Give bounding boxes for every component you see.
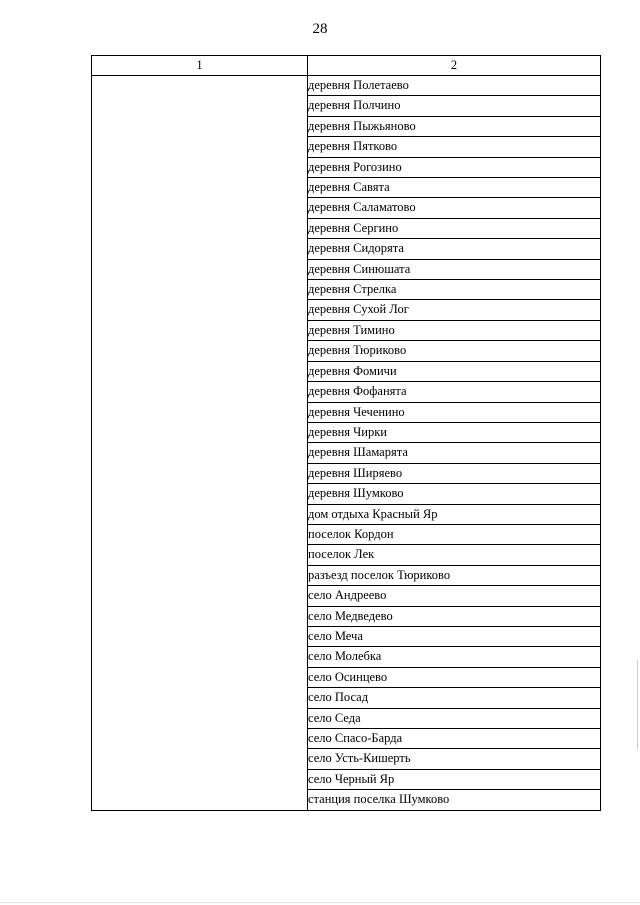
settlement-name-cell: село Медведево	[308, 606, 601, 626]
settlement-name-cell: деревня Пятково	[308, 137, 601, 157]
settlement-name-cell: село Седа	[308, 708, 601, 728]
settlement-name-cell: деревня Стрелка	[308, 280, 601, 300]
column-header-2: 2	[308, 56, 601, 76]
page-number: 28	[312, 21, 328, 37]
settlement-name-cell: дом отдыха Красный Яр	[308, 504, 601, 524]
column-1-cell	[92, 76, 308, 811]
settlement-name-cell: деревня Фомичи	[308, 361, 601, 381]
settlement-name-cell: разъезд поселок Тюриково	[308, 565, 601, 585]
settlement-name-cell: деревня Сидорята	[308, 239, 601, 259]
settlement-name-cell: село Андреево	[308, 586, 601, 606]
settlement-name-cell: деревня Полетаево	[308, 76, 601, 96]
settlement-name-cell: село Посад	[308, 688, 601, 708]
settlement-name-cell: село Меча	[308, 626, 601, 646]
settlement-name-cell: село Осинцево	[308, 667, 601, 687]
table-body	[92, 76, 601, 811]
settlement-name-cell: деревня Рогозино	[308, 157, 601, 177]
settlement-name-cell: деревня Шамарята	[308, 443, 601, 463]
settlement-name-cell: деревня Саламатово	[308, 198, 601, 218]
settlement-name-cell: деревня Чеченино	[308, 402, 601, 422]
settlements-table	[91, 55, 601, 811]
column-header-1: 1	[92, 56, 308, 76]
settlement-name-cell: деревня Тимино	[308, 320, 601, 340]
settlement-name-cell: деревня Полчино	[308, 96, 601, 116]
settlement-name-cell: село Спасо-Барда	[308, 729, 601, 749]
table-row	[92, 76, 601, 96]
settlement-name-cell: поселок Кордон	[308, 524, 601, 544]
settlement-name-cell: деревня Синюшата	[308, 259, 601, 279]
table-header-row	[92, 56, 601, 76]
settlement-name-cell: село Усть-Кишерть	[308, 749, 601, 769]
settlement-name-cell: деревня Сухой Лог	[308, 300, 601, 320]
settlement-name-cell: поселок Лек	[308, 545, 601, 565]
settlement-name-cell: деревня Пыжьяново	[308, 116, 601, 136]
settlement-name-cell: деревня Савята	[308, 178, 601, 198]
scan-edge-mark	[637, 660, 638, 750]
settlement-name-cell: станция поселка Шумково	[308, 790, 601, 810]
settlement-name-cell: село Черный Яр	[308, 769, 601, 789]
settlement-name-cell: село Молебка	[308, 647, 601, 667]
settlement-name-cell: деревня Шумково	[308, 484, 601, 504]
settlement-name-cell: деревня Тюриково	[308, 341, 601, 361]
settlement-name-cell: деревня Чирки	[308, 422, 601, 442]
scan-bottom-line	[0, 902, 640, 903]
settlement-name-cell: деревня Ширяево	[308, 463, 601, 483]
settlement-name-cell: деревня Сергино	[308, 218, 601, 238]
settlement-name-cell: деревня Фофанята	[308, 382, 601, 402]
